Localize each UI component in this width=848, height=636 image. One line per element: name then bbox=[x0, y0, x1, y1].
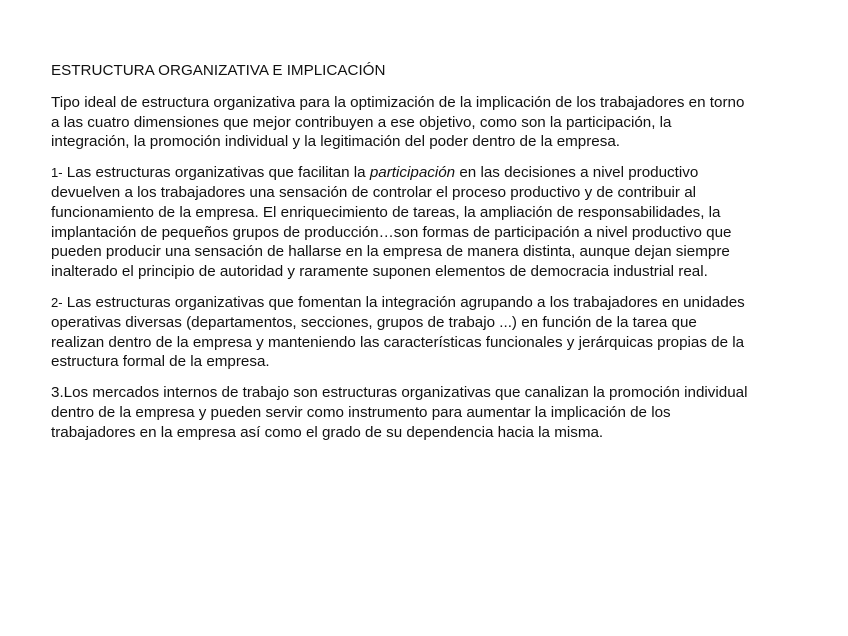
intro-paragraph: Tipo ideal de estructura organizativa para la optimización de la implicación de los trabajadores en torno a las cuatro dimensiones que mejor contribuyen a ese objetivo, como son la participación, la integración, la promoción individual y la legitimación del poder dentro de la empresa. bbox=[51, 93, 745, 151]
paragraph-text-after: en las decisiones a nivel productivo devuelven a los trabajadores una sensación de controlar el proceso productivo y de contribuir al funcionamiento de la empresa. El enriquecimiento de tareas, la ampliación de responsabilidades, la implantación de pequeños grupos de producción…son formas de participación a nivel productivo que pueden producir una sensación de hallarse en la empresa de manera distinta, aunque dejan siempre inalterado el principio de autoridad y raramente suponen elementos de democracia industrial real. bbox=[51, 164, 732, 281]
paragraph-number: 1- bbox=[51, 165, 63, 181]
paragraph-internal-markets: 3.Los mercados internos de trabajo son estructuras organizativas que canalizan la promoción individual dentro de la empresa y pueden servir como instrumento para aumentar la implicación de los trabajadores en la empresa así como el grado de su dependencia hacia la misma. bbox=[51, 384, 748, 441]
paragraph-text-before: Las estructuras organizativas que facilitan la bbox=[62, 164, 370, 182]
emphasis-participation: participación bbox=[369, 164, 456, 182]
paragraph-participation bbox=[51, 163, 751, 282]
paragraph-number: 2- bbox=[51, 294, 63, 310]
paragraph-integration bbox=[51, 293, 751, 372]
paragraph-text: Las estructuras organizativas que fomentan la integración agrupando a los trabajadores en unidades operativas diversas (departamentos, secciones, grupos de trabajo ...) en función de la tarea que realizan dentro de la empresa y manteniendo las características funcionales y jerárquicas propias de la estructura formal de la empresa. bbox=[51, 293, 745, 371]
document-title: ESTRUCTURA ORGANIZATIVA E IMPLICACIÓN bbox=[51, 62, 386, 79]
document-page bbox=[51, 61, 751, 454]
